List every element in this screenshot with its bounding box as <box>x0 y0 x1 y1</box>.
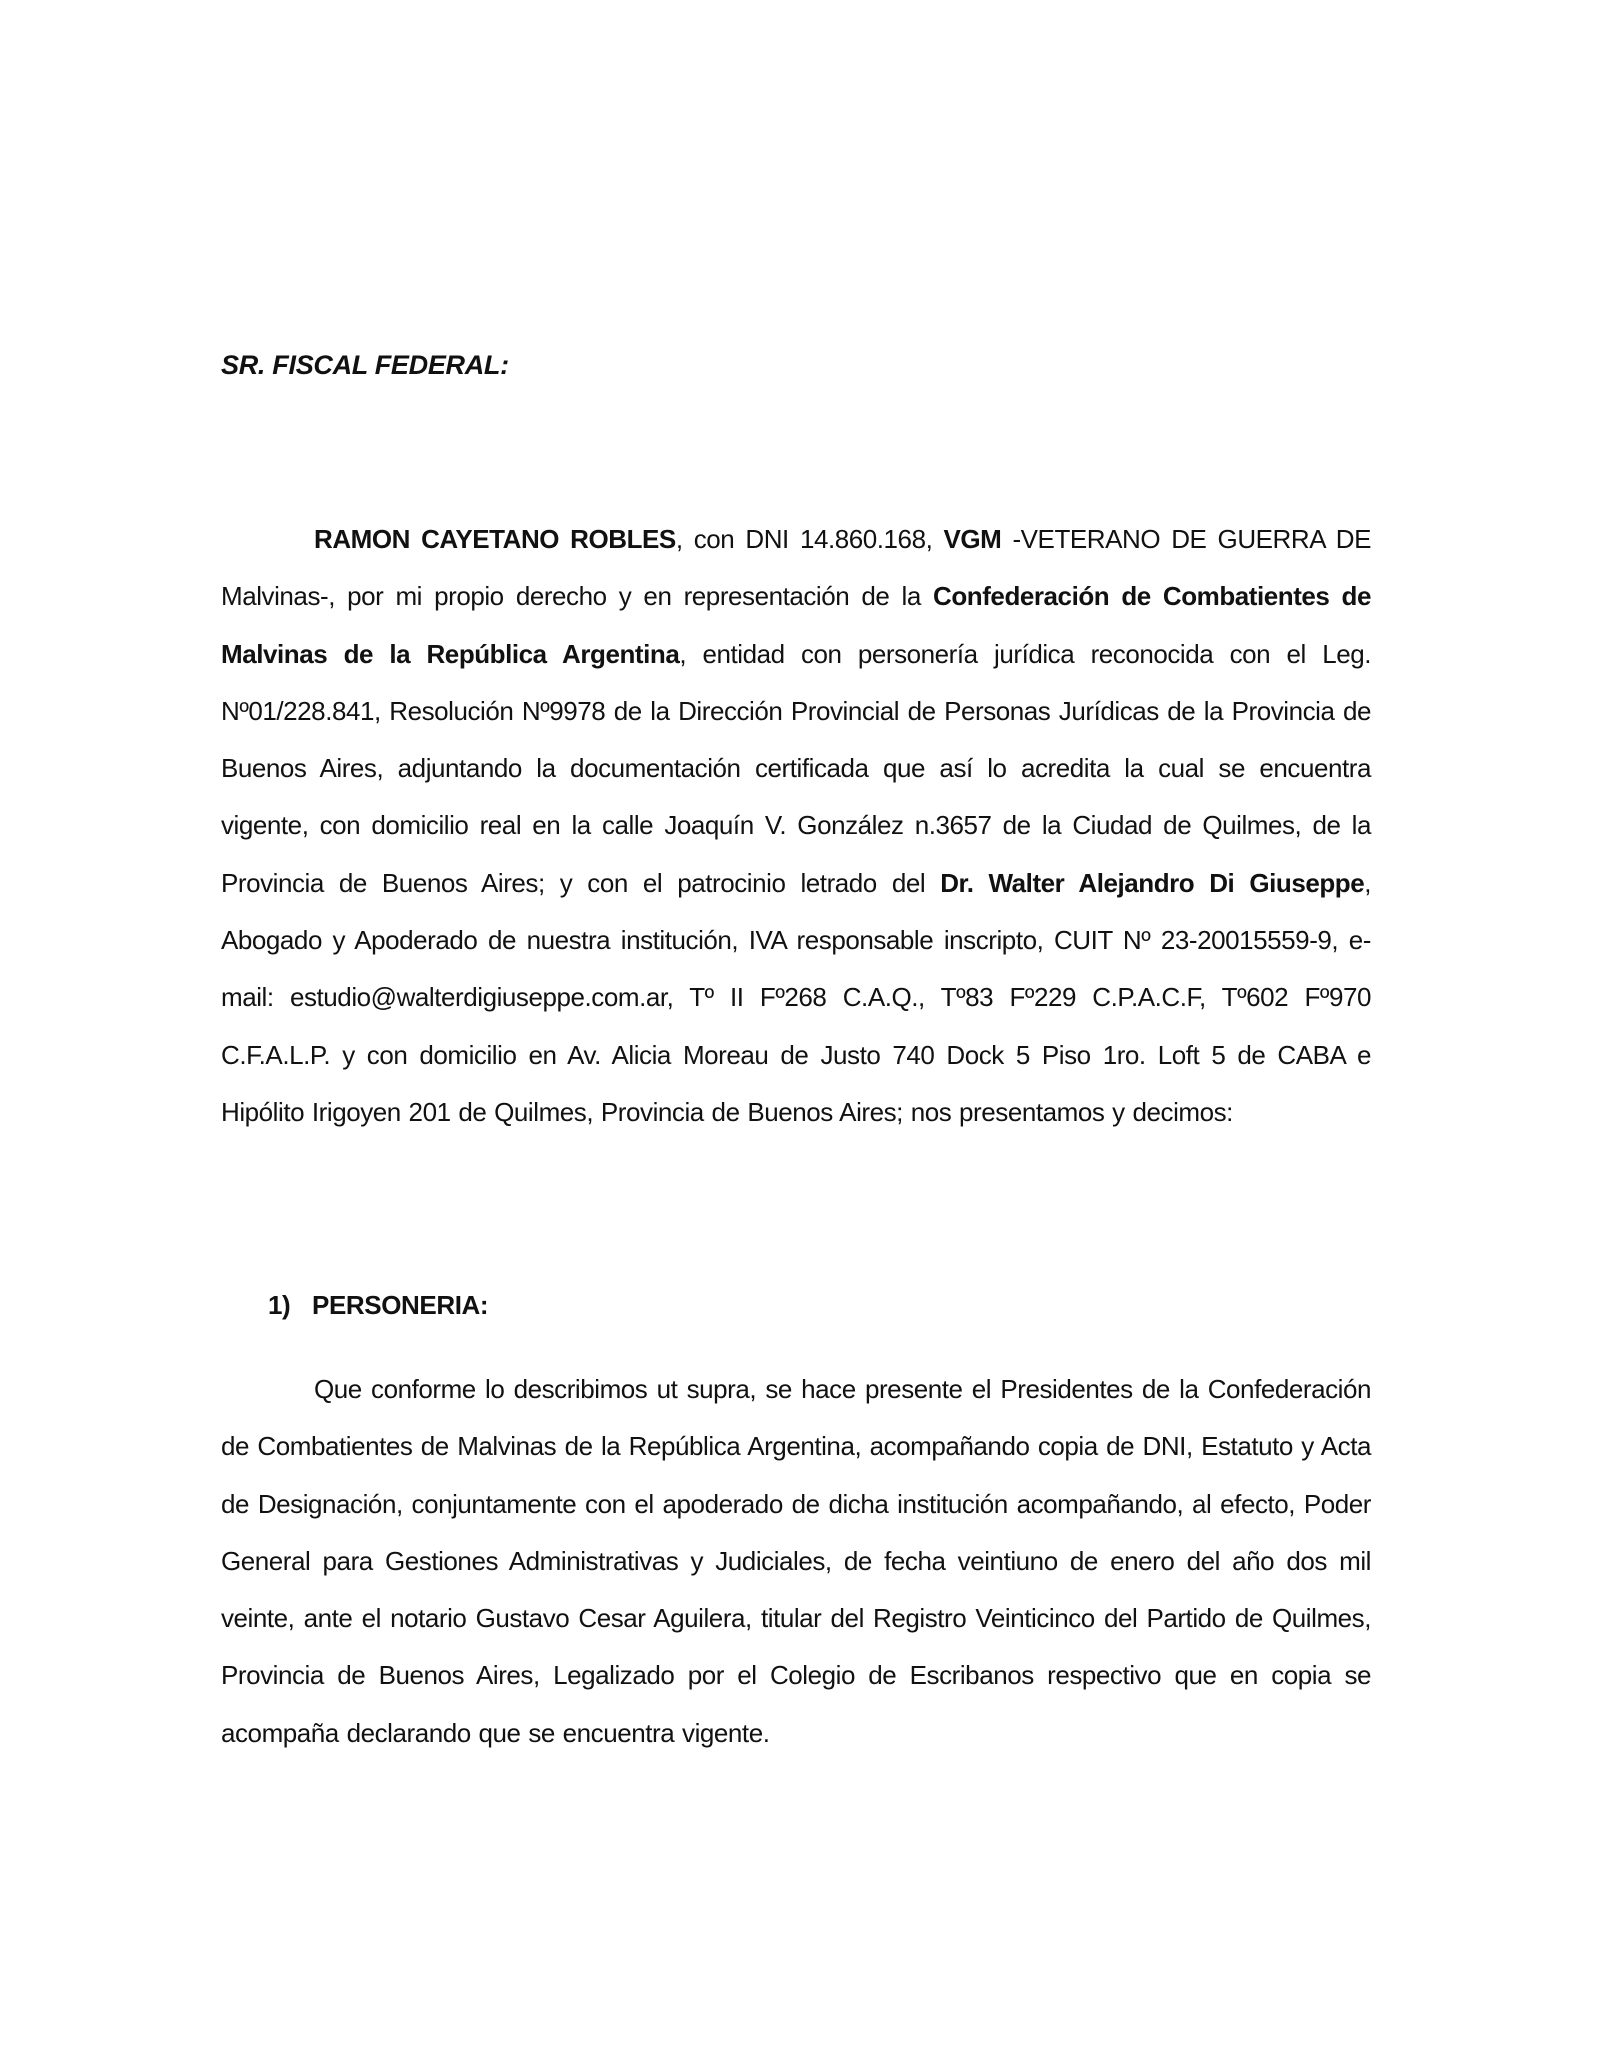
vgm-label: VGM <box>943 524 1002 554</box>
personeria-text: Que conforme lo describimos ut supra, se hace presente el Presidentes de la Confederación de Combatientes de Malvinas de la República Argentina, acompañando copia de DNI, Estatuto y Acta de Designación, conjuntamente con el apoderado de dicha institución acompañando, al efecto, Poder General para Gestiones Administrativas y Judiciales, de fecha veintiuno de enero del año dos mil veinte, ante el notario Gustavo Cesar Aguilera, titular del Registro Veinticinco del Partido de Quilmes, Provincia de Buenos Aires, Legalizado por el Colegio de Escribanos respectivo que en copia se acompaña declarando que se encuentra vigente. <box>221 1374 1371 1748</box>
lawyer-name: Dr. Walter Alejandro Di Giuseppe <box>940 867 1365 898</box>
section-title: PERSONERIA: <box>312 1290 489 1320</box>
intro-text-4: , Abogado y Apoderado de nuestra institución, IVA responsable inscripto, CUIT Nº 23-20015559-9, e-mail: estudio@walterdigiuseppe.com.ar, Tº II Fº268 C.A.Q., Tº83 Fº229 C.P.A.C.F, Tº602 Fº970 C.F.A.L.P. y con domicilio en Av. Alicia Moreau de Justo 740 Dock 5 Piso 1ro. Loft 5 de CABA e Hipólito Irigoyen 201 de Quilmes, Provincia de Buenos Aires; nos presentamos y decimos: <box>221 867 1371 1127</box>
intro-text-3: , entidad con personería jurídica reconocida con el Leg. Nº01/228.841, Resolución Nº9978 de la Dirección Provincial de Personas Jurídicas de la Provincia de Buenos Aires, adjuntando la documentación certificada que así lo acredita la cual se encuentra vigente, con domicilio real en la calle Joaquín V. González n.3657 de la Ciudad de Quilmes, de la Provincia de Buenos Aires; y con el patrocinio letrado del <box>221 638 1372 898</box>
organization-name: Confederación de Combatientes de Malvinas de la República Argentina <box>221 581 1371 669</box>
section-heading-personeria <box>268 1290 488 1321</box>
intro-text-1: , con DNI 14.860.168, <box>675 524 944 554</box>
petitioner-name: RAMON CAYETANO ROBLES <box>314 524 676 554</box>
intro-text-2: -VETERANO DE GUERRA DE Malvinas-, por mi propio derecho y en representación de la <box>221 524 1371 612</box>
intro-paragraph <box>221 511 1371 1141</box>
section-number: 1) <box>268 1290 291 1320</box>
addressee-heading: SR. FISCAL FEDERAL: <box>221 350 509 380</box>
personeria-paragraph <box>221 1361 1371 1762</box>
